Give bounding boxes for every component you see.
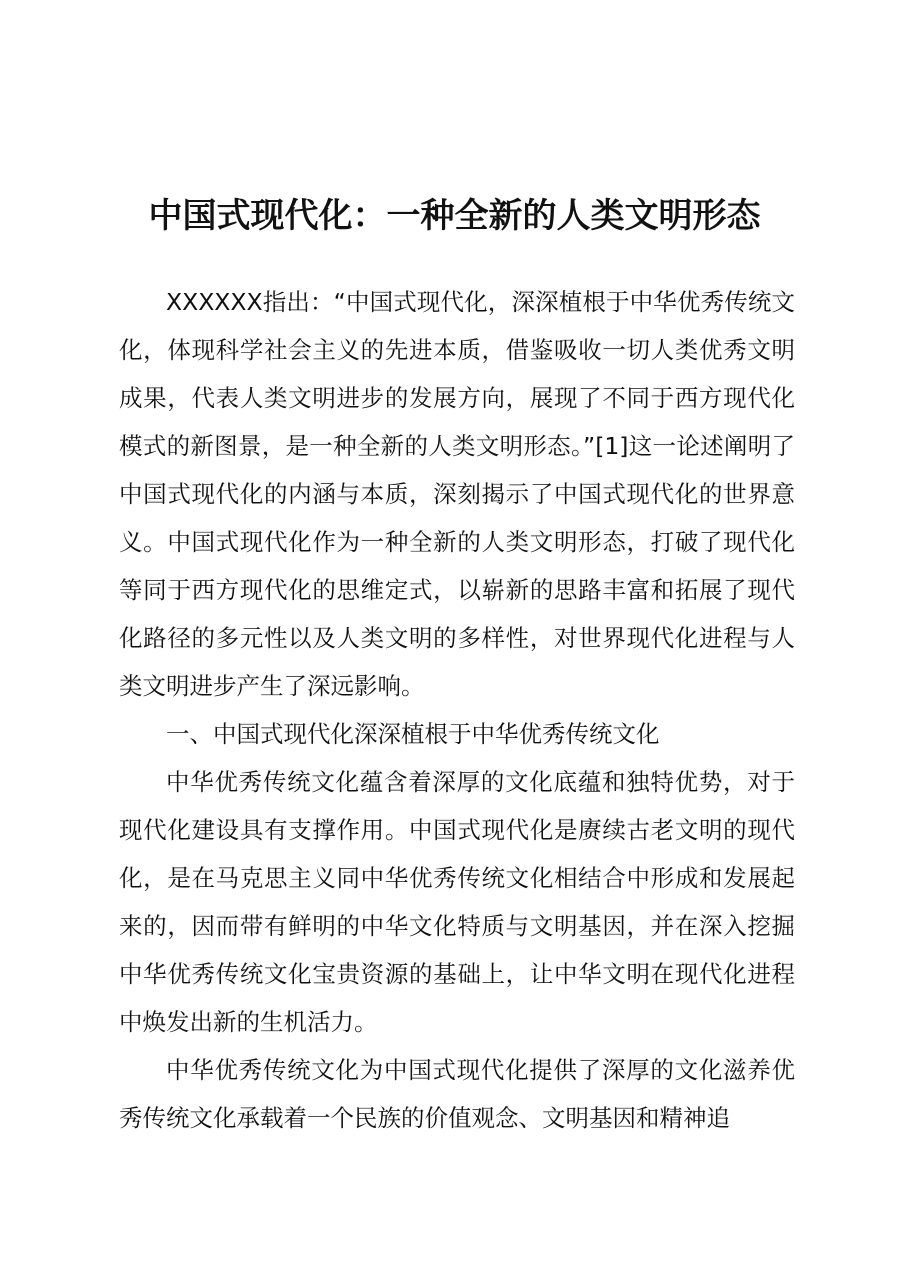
paragraph-section-1-a: 中华优秀传统文化蕴含着深厚的文化底蕴和独特优势，对于现代化建设具有支撑作用。中国式现代化是赓续古老文明的现代化，是在马克思主义同中华优秀传统文化相结合中形成和发展起来的，因而带有鲜明的中华文化特质与文明基因，并在深入挖掘中华优秀传统文化宝贵资源的基础上，让中华文明在现代化进程中焕发出新的生机活力。 bbox=[119, 768, 795, 1036]
document-title: 中国式现代化：一种全新的人类文明形态 bbox=[148, 196, 761, 236]
paragraph-section-1-b: 中华优秀传统文化为中国式现代化提供了深厚的文化滋养优秀传统文化承载着一个民族的价值观念、文明基因和精神追 bbox=[119, 1056, 795, 1132]
paragraph-intro: XXXXXX指出：“中国式现代化，深深植根于中华优秀传统文化，体现科学社会主义的先进本质，借鉴吸收一切人类优秀文明成果，代表人类文明进步的发展方向，展现了不同于西方现代化模式的新图景，是一种全新的人类文明形态。”[1]这一论述阐明了中国式现代化的内涵与本质，深刻揭示了中国式现代化的世界意义。中国式现代化作为一种全新的人类文明形态，打破了现代化等同于西方现代化的思维定式，以崭新的思路丰富和拓展了现代化路径的多元性以及人类文明的多样性，对世界现代化进程与人类文明进步产生了深远影响。 bbox=[119, 288, 795, 700]
section-heading-1: 一、中国式现代化深深植根于中华优秀传统文化 bbox=[166, 720, 660, 748]
document-body bbox=[119, 278, 795, 1142]
